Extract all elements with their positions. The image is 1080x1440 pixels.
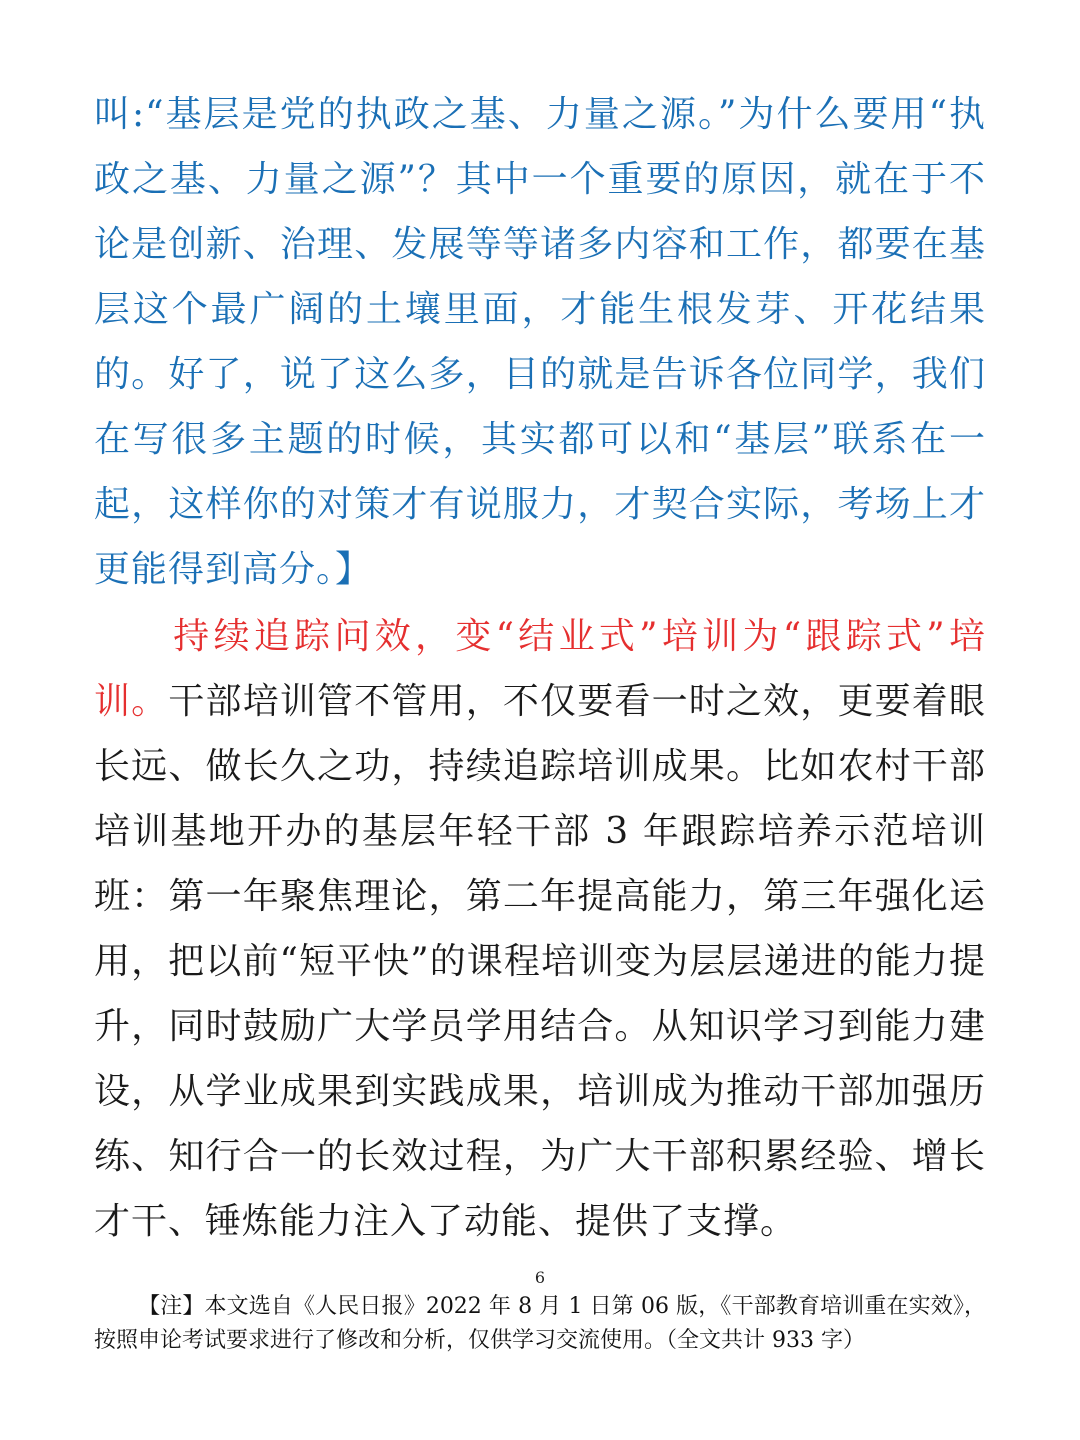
commentary-paragraph: 叫:“基层是党的执政之基、力量之源。”为什么要用“执政之基、力量之源”？其中一个重要的原因，就在于不论是创新、治理、发展等等诸多内容和工作，都要在基层这个最广阔的土壤里面，才能生根发芽、开花结果的。好了，说了这么多，目的就是告诉各位同学，我们在写很多主题的时候，其实都可以和“基层”联系在一起，这样你的对策才有说服力，才契合实际，考场上才更能得到高分。】 <box>94 94 986 590</box>
footnote <box>94 1290 986 1358</box>
main-paragraph-body: 干部培训管不管用，不仅要看一时之效，更要着眼长远、做长久之功，持续追踪培训成果。比如农村干部培训基地开办的基层年轻干部 3 年跟踪培养示范培训班：第一年聚焦理论，第二年提高能力，第三年强化运用，把以前“短平快”的课程培训变为层层递进的能力提升，同时鼓励广大学员学用结合。从知识学习到能力建设，从学业成果到实践成果，培训成为推动干部加强历练、知行合一的长效过程，为广大干部积累经验、增长才干、锤炼能力注入了动能、提供了支撑。 <box>94 681 986 1242</box>
footnote-text: 【注】本文选自《人民日报》2022 年 8 月 1 日第 06 版，《干部教育培训重在实效》，按照申论考试要求进行了修改和分析，仅供学习交流使用。（全文共计 933 字） <box>94 1294 986 1353</box>
section-heading: 持续追踪问效，变“结业式”培训为“跟踪式”培训。 <box>94 616 986 722</box>
page-number: 6 <box>534 1268 546 1287</box>
main-paragraph <box>94 604 986 1254</box>
